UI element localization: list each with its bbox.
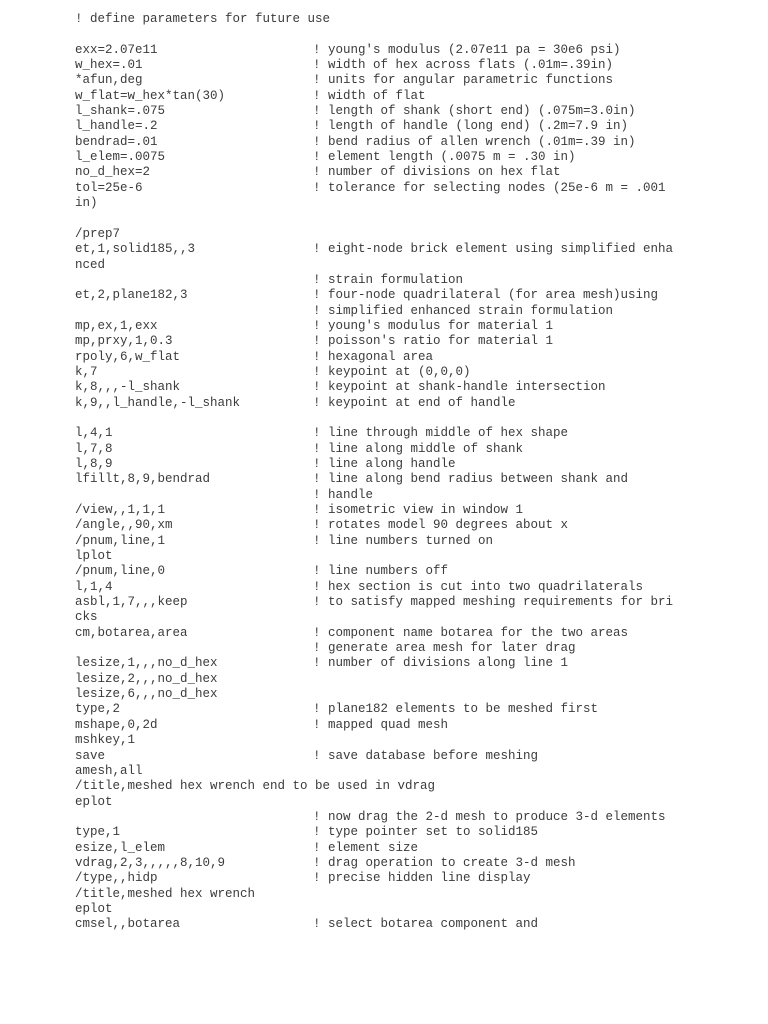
command-text: /prep7: [75, 226, 121, 241]
listing-line: [0, 718, 768, 733]
command-text: nced: [75, 257, 106, 272]
command-text: l,8,9: [75, 456, 113, 471]
listing-line: [0, 58, 768, 73]
listing-line: [0, 488, 768, 503]
listing-line: [0, 242, 768, 257]
listing-line: [0, 350, 768, 365]
listing-line: [0, 43, 768, 58]
listing-line: [0, 564, 768, 579]
comment-text: ! line numbers turned on: [313, 533, 494, 548]
command-text: bendrad=.01: [75, 134, 158, 149]
listing-line: [0, 672, 768, 687]
comment-text: ! generate area mesh for later drag: [313, 641, 576, 656]
comment-text: ! number of divisions along line 1: [313, 656, 569, 671]
comment-text: ! select botarea component and: [313, 917, 539, 932]
comment-text: ! line numbers off: [313, 564, 449, 579]
comment-text: ! young's modulus for material 1: [313, 318, 554, 333]
listing-line: [0, 411, 768, 426]
listing-line: [0, 595, 768, 610]
command-text: mp,prxy,1,0.3: [75, 334, 173, 349]
command-text: /pnum,line,1: [75, 533, 166, 548]
listing-line: [0, 610, 768, 625]
listing-line: [0, 702, 768, 717]
comment-text: ! line along middle of shank: [313, 441, 524, 456]
command-text: *afun,deg: [75, 73, 143, 88]
comment-text: ! line along bend radius between shank and: [313, 472, 629, 487]
comment-text: ! keypoint at (0,0,0): [313, 364, 471, 379]
command-text: k,9,,l_handle,-l_shank: [75, 395, 241, 410]
command-text: k,7: [75, 364, 98, 379]
command-text: eplot: [75, 794, 113, 809]
command-text: k,8,,,-l_shank: [75, 380, 181, 395]
listing-line: [0, 150, 768, 165]
listing-line: [0, 227, 768, 242]
comment-text: ! line along handle: [313, 456, 456, 471]
command-text: lesize,1,,,no_d_hex: [75, 656, 218, 671]
comment-text: ! to satisfy mapped meshing requirements for bri: [313, 595, 674, 610]
command-text: /title,meshed hex wrench end to be used in vdrag: [75, 779, 436, 794]
comment-text: ! plane182 elements to be meshed first: [313, 702, 599, 717]
listing-line: [0, 442, 768, 457]
command-text: amesh,all: [75, 763, 143, 778]
command-text: cks: [75, 610, 98, 625]
listing-line: [0, 273, 768, 288]
command-text: mshkey,1: [75, 733, 136, 748]
comment-text: ! mapped quad mesh: [313, 717, 449, 732]
comment-text: ! line through middle of hex shape: [313, 426, 569, 441]
listing-line: [0, 749, 768, 764]
command-text: eplot: [75, 901, 113, 916]
comment-text: ! precise hidden line display: [313, 871, 531, 886]
listing-line: [0, 135, 768, 150]
listing-line: [0, 810, 768, 825]
listing-line: [0, 534, 768, 549]
command-text: w_hex=.01: [75, 58, 143, 73]
command-text: type,1: [75, 825, 121, 840]
comment-text: ! tolerance for selecting nodes (25e-6 m = .001: [313, 180, 666, 195]
comment-text: ! rotates model 90 degrees about x: [313, 518, 569, 533]
command-text: /title,meshed hex wrench: [75, 886, 256, 901]
command-text: cm,botarea,area: [75, 625, 188, 640]
listing-line: [0, 165, 768, 180]
comment-text: ! type pointer set to solid185: [313, 825, 539, 840]
command-text: lplot: [75, 549, 113, 564]
listing-line: [0, 334, 768, 349]
listing-line: [0, 580, 768, 595]
comment-text: ! bend radius of allen wrench (.01m=.39 in): [313, 134, 636, 149]
listing-line: [0, 825, 768, 840]
comment-text: ! four-node quadrilateral (for area mesh)using: [313, 288, 659, 303]
comment-text: ! width of hex across flats (.01m=.39in): [313, 58, 614, 73]
command-text: et,1,solid185,,3: [75, 242, 196, 257]
comment-text: ! handle: [313, 487, 374, 502]
listing-line: [0, 196, 768, 211]
listing-line: [0, 258, 768, 273]
listing-line: [0, 472, 768, 487]
command-text: tol=25e-6: [75, 180, 143, 195]
listing-line: [0, 12, 768, 27]
listing-line: [0, 779, 768, 794]
command-text: cmsel,,botarea: [75, 917, 181, 932]
comment-text: ! isometric view in window 1: [313, 503, 524, 517]
listing-line: [0, 733, 768, 748]
command-text: exx=2.07e11: [75, 42, 158, 57]
comment-text: ! hex section is cut into two quadrilaterals: [313, 579, 644, 594]
listing-line: [0, 304, 768, 319]
listing-line: [0, 73, 768, 88]
listing-line: [0, 518, 768, 533]
listing-line: [0, 426, 768, 441]
command-text: save: [75, 748, 106, 763]
command-text: type,2: [75, 702, 121, 717]
listing-line: [0, 626, 768, 641]
command-text: l,4,1: [75, 426, 113, 441]
comment-text: ! now drag the 2-d mesh to produce 3-d elements: [313, 809, 666, 824]
listing-line: [0, 457, 768, 472]
command-text: mp,ex,1,exx: [75, 318, 158, 333]
comment-text: ! keypoint at shank-handle intersection: [313, 380, 606, 395]
comment-text: ! drag operation to create 3-d mesh: [313, 855, 576, 870]
comment-text: ! poisson's ratio for material 1: [313, 334, 554, 349]
listing-line: [0, 841, 768, 856]
command-text: /view,,1,1,1: [75, 503, 166, 517]
listing-line: [0, 288, 768, 303]
comment-text: ! element size: [313, 840, 419, 855]
listing-line: [0, 687, 768, 702]
command-text: /type,,hidp: [75, 871, 158, 886]
listing-line: [0, 641, 768, 656]
listing-line: [0, 396, 768, 411]
command-text: vdrag,2,3,,,,,8,10,9: [75, 855, 226, 870]
comment-text: ! width of flat: [313, 88, 426, 103]
listing-line: [0, 917, 768, 932]
command-text: et,2,plane182,3: [75, 288, 188, 303]
command-text: l,1,4: [75, 579, 113, 594]
listing-line: [0, 27, 768, 42]
command-text: in): [75, 196, 98, 211]
listing-line: [0, 887, 768, 902]
listing-line: [0, 119, 768, 134]
listing-line: [0, 380, 768, 395]
command-text: asbl,1,7,,,keep: [75, 595, 188, 610]
comment-text: ! young's modulus (2.07e11 pa = 30e6 psi): [313, 42, 621, 57]
command-text: ! define parameters for future use: [75, 12, 331, 26]
listing-line: [0, 856, 768, 871]
command-text: w_flat=w_hex*tan(30): [75, 88, 226, 103]
comment-text: ! element length (.0075 m = .30 in): [313, 150, 576, 165]
listing-line: [0, 764, 768, 779]
comment-text: ! length of handle (long end) (.2m=7.9 in): [313, 119, 629, 134]
listing-line: [0, 503, 768, 518]
listing-line: [0, 871, 768, 886]
comment-text: ! component name botarea for the two areas: [313, 625, 629, 640]
command-text: lfillt,8,9,bendrad: [75, 472, 211, 487]
command-text: no_d_hex=2: [75, 165, 151, 180]
command-text: l,7,8: [75, 441, 113, 456]
comment-text: ! keypoint at end of handle: [313, 395, 516, 410]
command-text: l_elem=.0075: [75, 150, 166, 165]
comment-text: ! length of shank (short end) (.075m=3.0in): [313, 104, 636, 119]
listing-line: [0, 549, 768, 564]
command-text: mshape,0,2d: [75, 717, 158, 732]
listing-line: [0, 319, 768, 334]
listing-line: [0, 656, 768, 671]
comment-text: ! number of divisions on hex flat: [313, 165, 561, 180]
listing-line: [0, 902, 768, 917]
comment-text: ! hexagonal area: [313, 349, 434, 364]
command-text: esize,l_elem: [75, 840, 166, 855]
listing-line: [0, 181, 768, 196]
command-text: lesize,2,,,no_d_hex: [75, 671, 218, 686]
listing-line: [0, 104, 768, 119]
command-text: rpoly,6,w_flat: [75, 349, 181, 364]
command-text: l_shank=.075: [75, 104, 166, 119]
comment-text: ! simplified enhanced strain formulation: [313, 303, 614, 318]
comment-text: ! strain formulation: [313, 272, 464, 287]
listing-line: [0, 365, 768, 380]
command-text: l_handle=.2: [75, 119, 158, 134]
listing-line: [0, 795, 768, 810]
comment-text: ! save database before meshing: [313, 748, 539, 763]
command-listing: [0, 12, 768, 933]
comment-text: ! eight-node brick element using simplified enha: [313, 242, 674, 257]
listing-line: [0, 211, 768, 226]
command-text: lesize,6,,,no_d_hex: [75, 687, 218, 702]
comment-text: ! units for angular parametric functions: [313, 73, 614, 88]
command-text: /pnum,line,0: [75, 564, 166, 579]
listing-line: [0, 89, 768, 104]
command-text: /angle,,90,xm: [75, 518, 173, 533]
